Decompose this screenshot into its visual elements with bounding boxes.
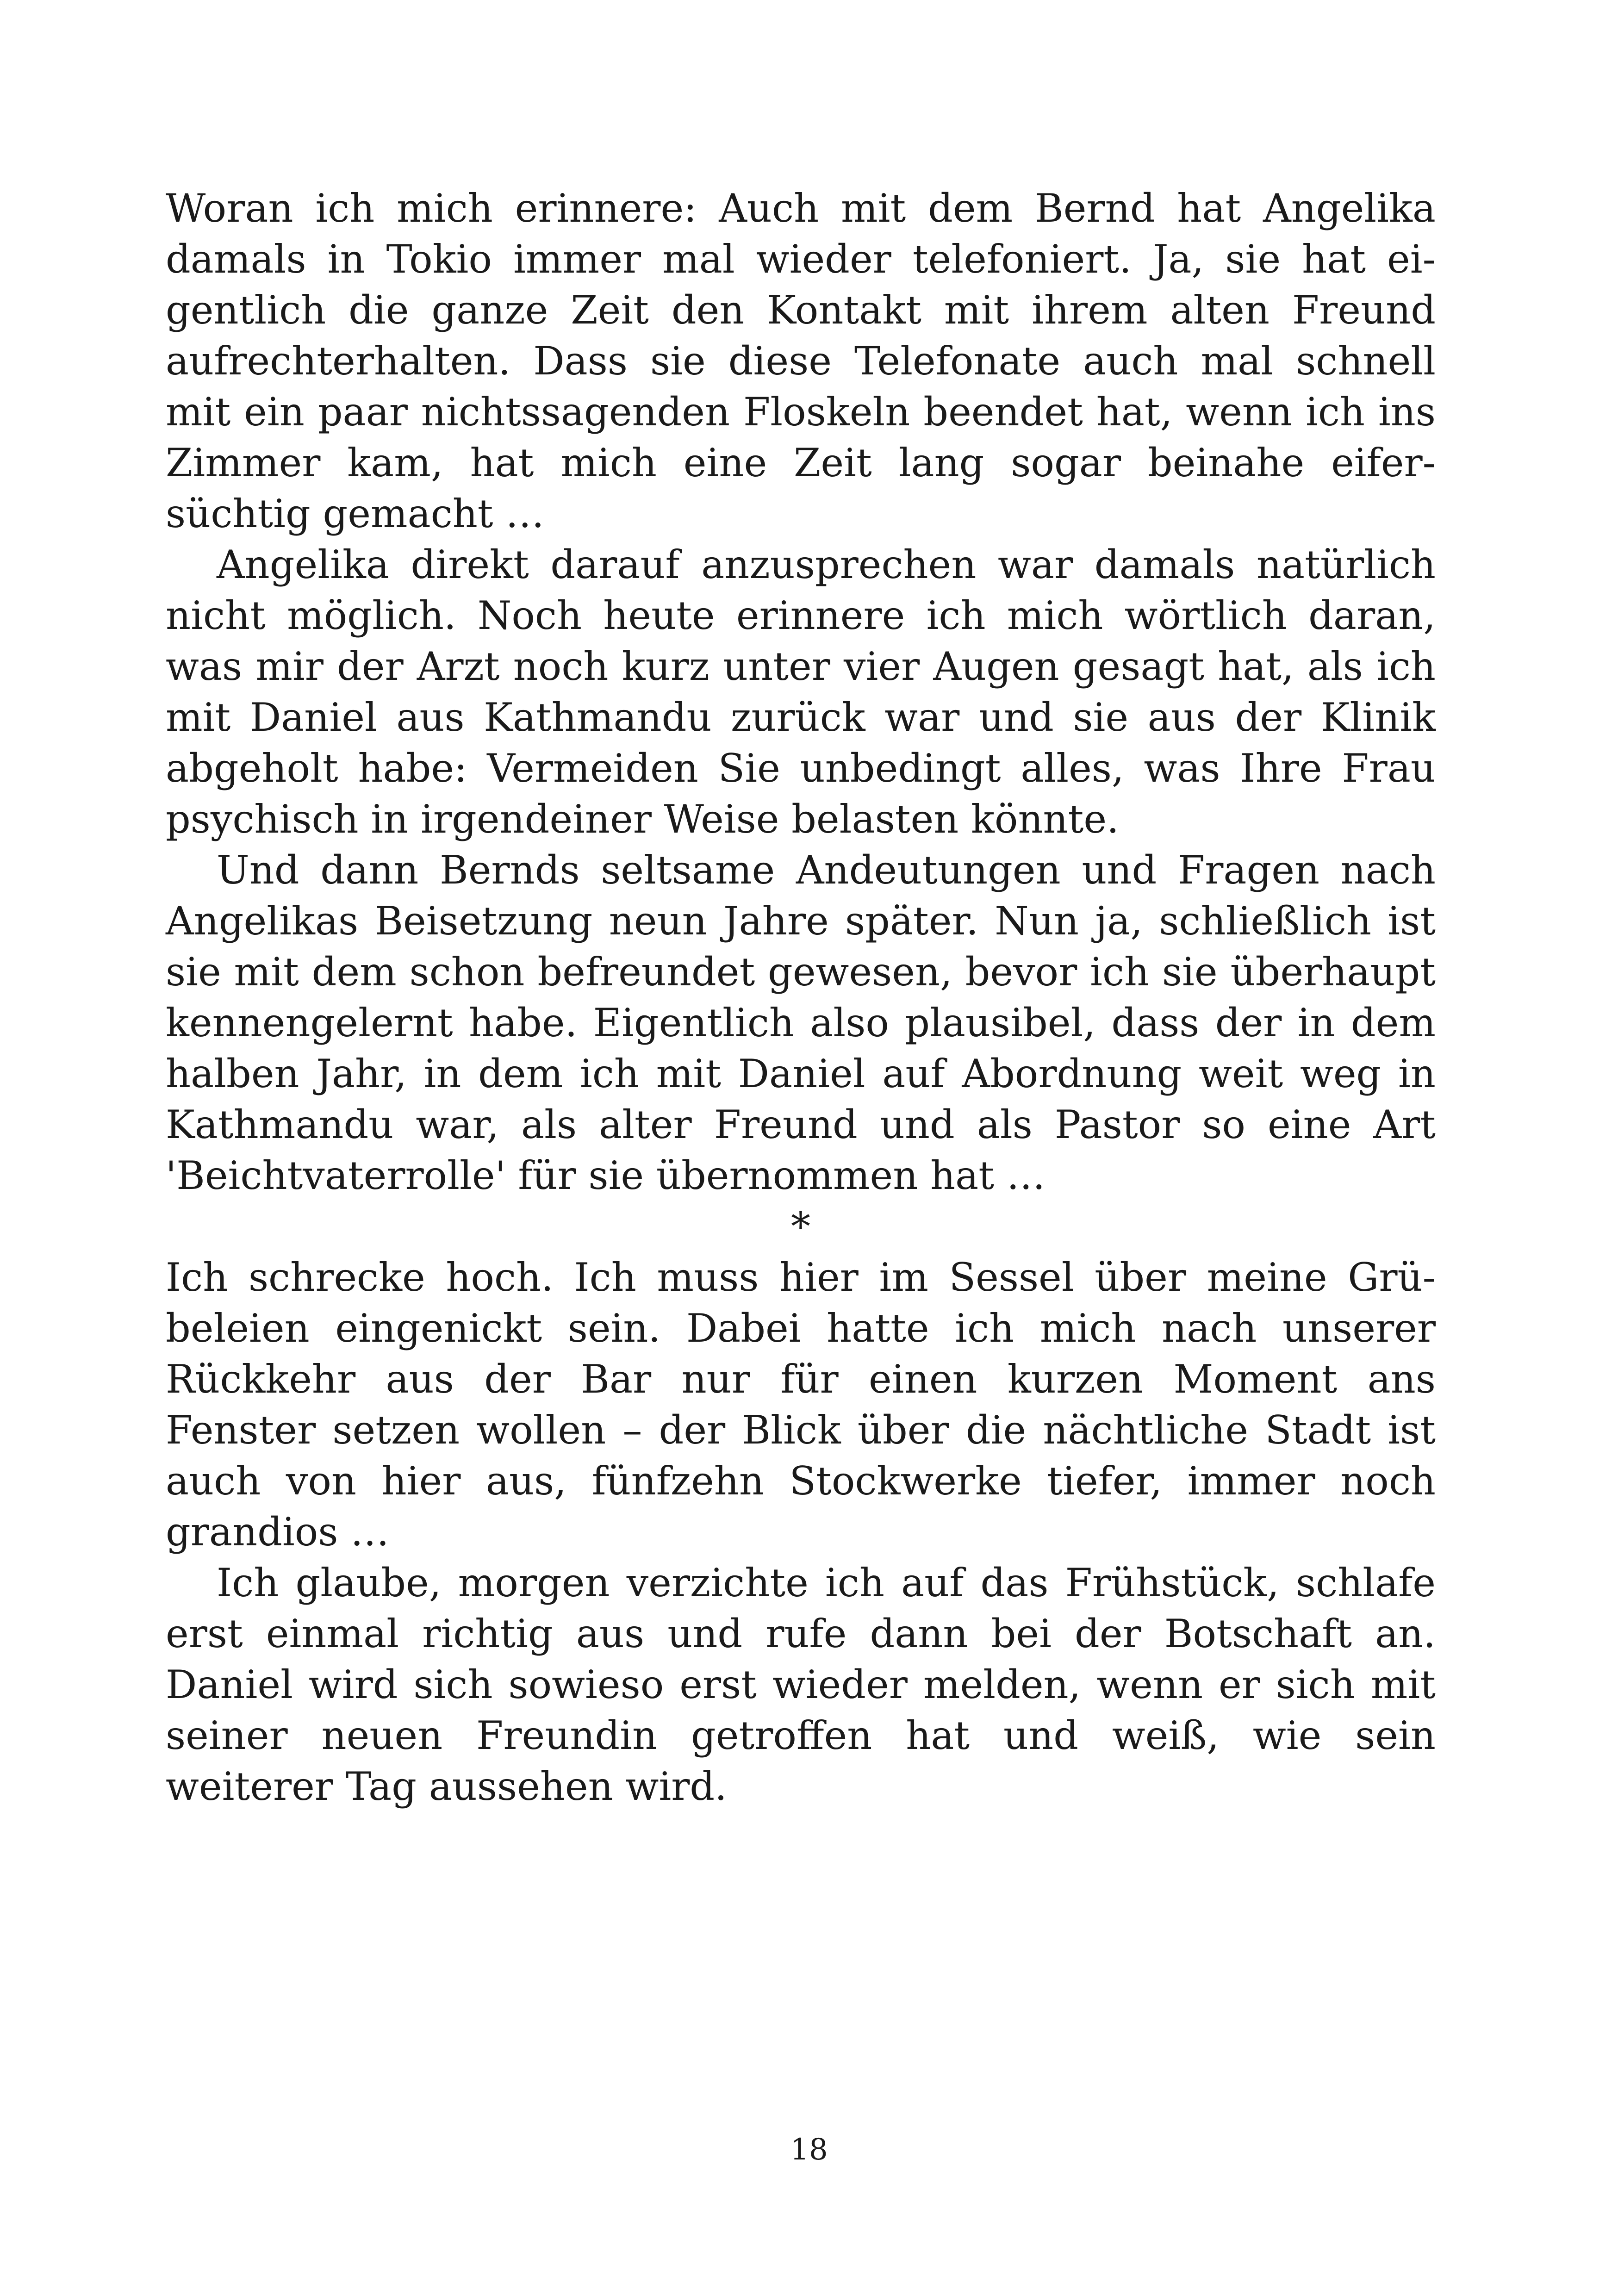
paragraph-1: Woran ich mich erinnere: Auch mit dem Bernd hat Angelika damals in Tokio immer mal wieder telefoniert. Ja, sie hat eigentlich die ganze Zeit den Kontakt mit ihrem alten Freund aufrechterhalten. Dass sie diese Telefonate auch mal schnell mit ein paar nichtssagenden Floskeln beendet hat, wenn ich ins Zimmer kam, hat mich eine Zeit lang sogar beinahe eifersüchtig gemacht … [166,186,1436,536]
paragraph-5: Ich glaube, morgen verzichte ich auf das Frühstück, schlafe erst einmal richtig aus und rufe dann bei der Botschaft an. Daniel wird sich sowieso erst wieder melden, wenn er sich mit seiner neuen Freundin getroffen hat und weiß, wie sein weiterer Tag aussehen wird. [166,1560,1436,1809]
body-text [166,183,1436,1812]
paragraph-4: Ich schrecke hoch. Ich muss hier im Sessel über meine Grübeleien eingenickt sein. Dabei hatte ich mich nach unserer Rückkehr aus der Bar nur für einen kurzen Moment ans Fenster setzen wollen – der Blick über die nächtliche Stadt ist auch von hier aus, fünfzehn Stockwerke tiefer, immer noch grandios … [166,1255,1436,1555]
page-number: 18 [790,2133,828,2167]
scene-break-asterisk: * [791,1204,810,1249]
paragraph-3: Und dann Bernds seltsame Andeutungen und Fragen nach Angelikas Beisetzung neun Jahre später. Nun ja, schließlich ist sie mit dem schon befreundet gewesen, bevor ich sie überhaupt kennengelernt habe. Eigentlich also plausibel, dass der in dem halben Jahr, in dem ich mit Daniel auf Abordnung weit weg in Kathmandu war, als alter Freund und als Pastor so eine Art 'Beichtvaterrolle' für sie übernommen hat … [166,847,1436,1198]
paragraph-2: Angelika direkt darauf anzusprechen war damals natürlich nicht möglich. Noch heute erinnere ich mich wörtlich daran, was mir der Arzt noch kurz unter vier Augen gesagt hat, als ich mit Daniel aus Kathmandu zurück war und sie aus der Klinik abgeholt habe: Vermeiden Sie unbedingt alles, was Ihre Frau psychisch in irgendeiner Weise belasten könnte. [166,542,1436,842]
